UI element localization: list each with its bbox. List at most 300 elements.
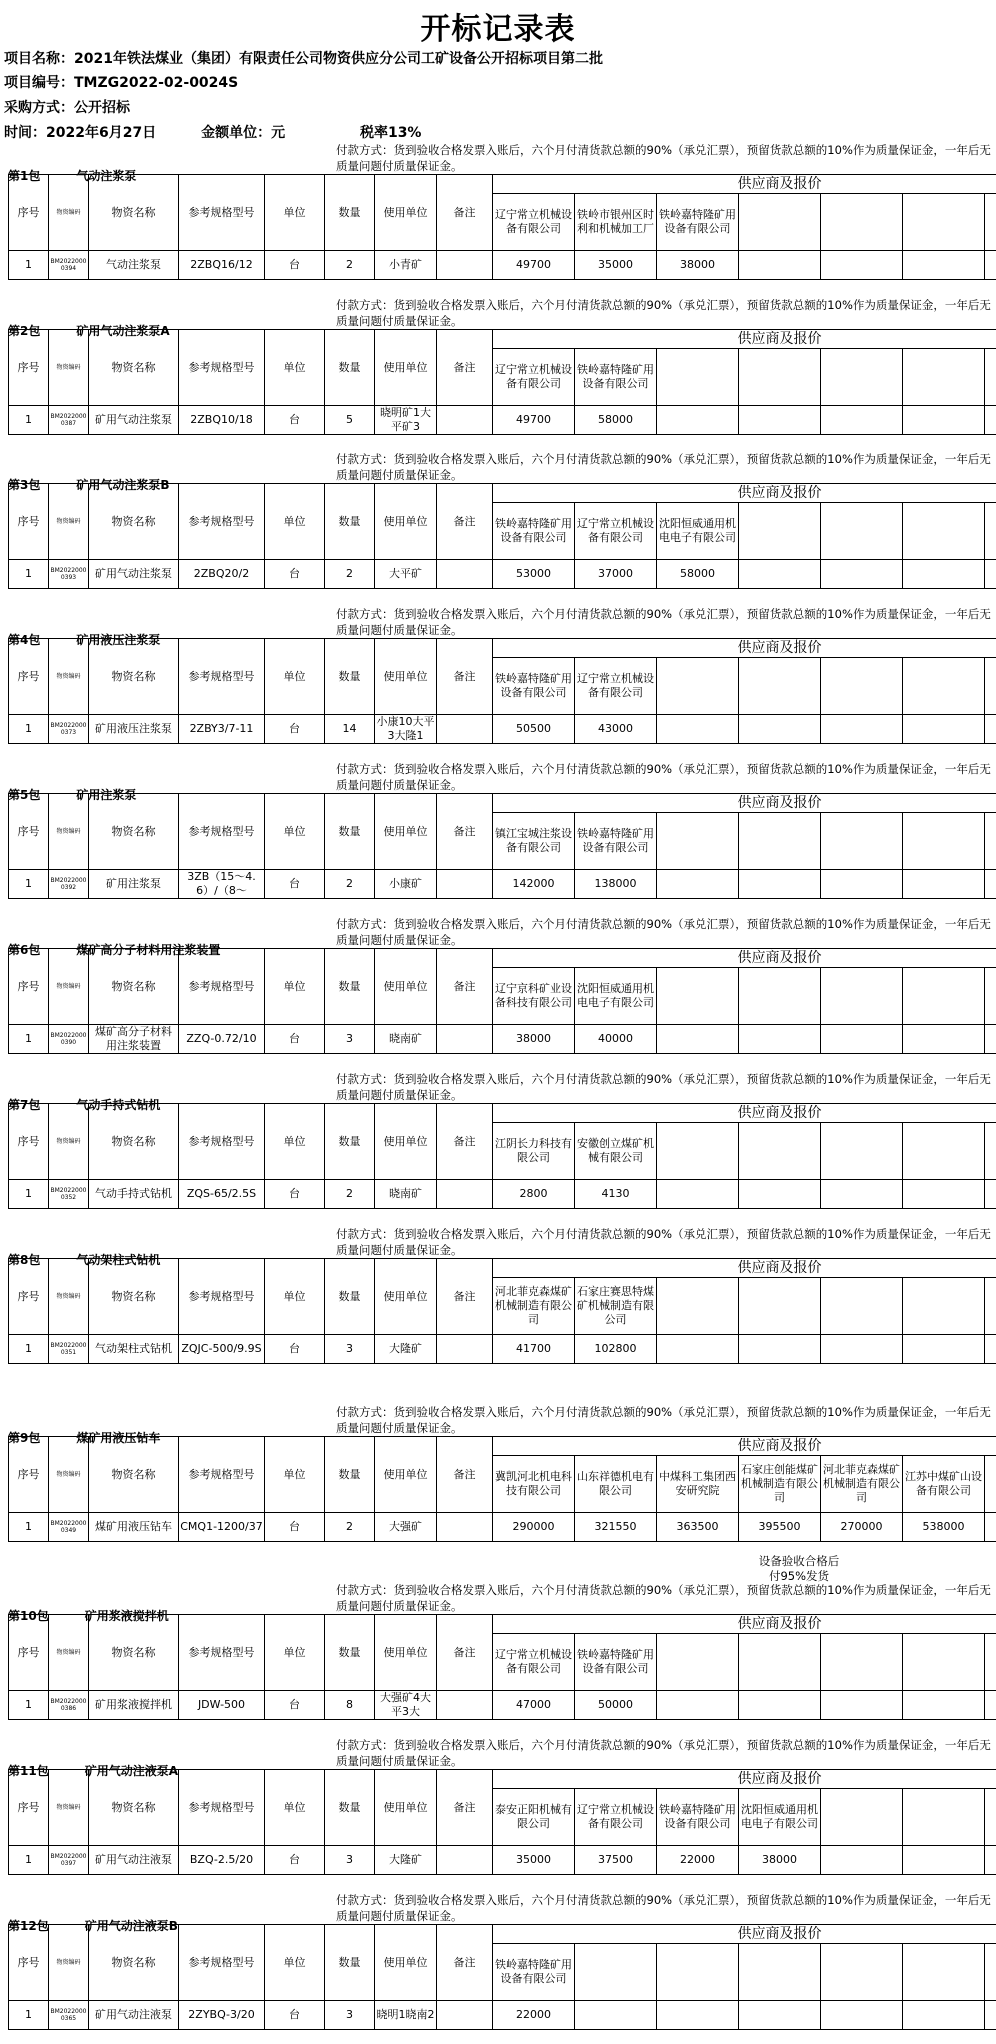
package-table (8, 638, 996, 744)
col-header-user: 使用单位 (375, 949, 437, 1025)
supplier-name: 沈阳恒威通用机电电子有限公司 (575, 968, 657, 1025)
supplier-name: 辽宁常立机械设备有限公司 (493, 349, 575, 406)
supplier-name (821, 1634, 903, 1691)
supplier-name (985, 658, 996, 715)
supplier-name (903, 1634, 985, 1691)
supplier-name: 辽宁京科矿业设备科技有限公司 (493, 968, 575, 1025)
col-header-spec: 参考规格型号 (179, 639, 265, 715)
supplier-name (739, 1634, 821, 1691)
item-user: 大平矿 (375, 560, 437, 589)
supplier-name (985, 813, 996, 870)
supplier-price (739, 715, 821, 744)
supplier-price: 41700 (493, 1335, 575, 1364)
supplier-price (739, 1335, 821, 1364)
supplier-name: 石家庄赛思特煤矿机械制造有限公司 (575, 1278, 657, 1335)
col-header-name: 物资名称 (89, 639, 179, 715)
col-header-remark: 备注 (437, 949, 493, 1025)
supplier-price: 22000 (493, 2001, 575, 2030)
item-spec: BZQ-2.5/20 (179, 1846, 265, 1875)
package-block (8, 916, 996, 1066)
item-spec: CMQ1-1200/37 (179, 1513, 265, 1542)
package-table (8, 793, 996, 899)
item-unit: 台 (265, 715, 325, 744)
supplier-name (821, 968, 903, 1025)
supplier-price: 321550 (575, 1513, 657, 1542)
col-header-seq: 序号 (9, 484, 49, 560)
supplier-price (985, 1025, 996, 1054)
package-name: 矿用浆液搅拌机 (84, 1609, 169, 1623)
item-name: 矿用浆液搅拌机 (89, 1691, 179, 1720)
col-header-code: 物资编码 (49, 1437, 89, 1513)
col-header-user: 使用单位 (375, 484, 437, 560)
bid-time: 时间：2022年6月27日 (4, 125, 157, 141)
supplier-price (657, 870, 739, 899)
col-header-seq: 序号 (9, 1925, 49, 2001)
col-header-qty: 数量 (325, 1925, 375, 2001)
supplier-price (985, 2001, 996, 2030)
item-spec: JDW-500 (179, 1691, 265, 1720)
package-block (8, 1071, 996, 1221)
col-header-name: 物资名称 (89, 1437, 179, 1513)
item-remark (437, 870, 493, 899)
col-header-code: 物资编码 (49, 794, 89, 870)
col-header-qty: 数量 (325, 639, 375, 715)
payment-terms: 付款方式：货到验收合格发票入账后，六个月付清货款总额的90%（承兑汇票），预留货款总额的10%作为质量保证金，一年后无质量问题付质量保证金。 (336, 1893, 991, 1923)
col-header-unit: 单位 (265, 639, 325, 715)
col-header-name: 物资名称 (89, 1925, 179, 2001)
package-table (8, 1769, 996, 1875)
col-header-code: 物资编码 (49, 1104, 89, 1180)
supplier-price (657, 1335, 739, 1364)
col-header-remark: 备注 (437, 794, 493, 870)
package-label: 第11包 (8, 1764, 49, 1778)
package-block (8, 451, 996, 601)
supplier-name: 铁岭嘉特隆矿用设备有限公司 (575, 813, 657, 870)
item-qty: 2 (325, 251, 375, 280)
supplier-name: 沈阳恒威通用机电电子有限公司 (739, 1789, 821, 1846)
supplier-price: 58000 (657, 560, 739, 589)
supplier-name (739, 1123, 821, 1180)
col-header-remark: 备注 (437, 1104, 493, 1180)
table-header-row (9, 1925, 996, 1944)
item-code: BM20220000351 (49, 1335, 89, 1364)
supplier-price (985, 1335, 996, 1364)
supplier-name (985, 503, 996, 560)
supplier-price (985, 870, 996, 899)
supplier-name: 铁岭嘉特隆矿用设备有限公司 (493, 658, 575, 715)
payment-terms: 付款方式：货到验收合格发票入账后，六个月付清货款总额的90%（承兑汇票），预留货款总额的10%作为质量保证金，一年后无质量问题付质量保证金。 (336, 762, 991, 792)
item-user: 大强矿4大平3大 (375, 1691, 437, 1720)
supplier-price: 38000 (739, 1846, 821, 1875)
supplier-name (821, 349, 903, 406)
supplier-price (821, 251, 903, 280)
col-header-seq: 序号 (9, 949, 49, 1025)
item-spec: 2ZYBQ-3/20 (179, 2001, 265, 2030)
table-header-row (9, 1615, 996, 1634)
package-table (8, 483, 996, 589)
col-header-user: 使用单位 (375, 330, 437, 406)
col-header-unit: 单位 (265, 1437, 325, 1513)
col-header-unit: 单位 (265, 330, 325, 406)
supplier-price (657, 1691, 739, 1720)
col-header-remark: 备注 (437, 1770, 493, 1846)
item-qty: 2 (325, 1180, 375, 1209)
item-qty: 3 (325, 2001, 375, 2030)
item-seq: 1 (9, 1846, 49, 1875)
supplier-name (575, 1944, 657, 2001)
item-qty: 2 (325, 1513, 375, 1542)
package-table (8, 329, 996, 435)
table-header-row (9, 175, 996, 194)
item-user: 大强矿 (375, 1513, 437, 1542)
supplier-name (739, 813, 821, 870)
supplier-name (903, 968, 985, 1025)
suppliers-header: 供应商及报价 (493, 949, 996, 968)
supplier-price (657, 1025, 739, 1054)
suppliers-header: 供应商及报价 (493, 1259, 996, 1278)
col-header-remark: 备注 (437, 1925, 493, 2001)
supplier-price (821, 1691, 903, 1720)
supplier-price (903, 1180, 985, 1209)
col-header-remark: 备注 (437, 330, 493, 406)
suppliers-header: 供应商及报价 (493, 330, 996, 349)
item-name: 煤矿用液压钻车 (89, 1513, 179, 1542)
supplier-name (903, 658, 985, 715)
supplier-name (657, 1944, 739, 2001)
col-header-spec: 参考规格型号 (179, 330, 265, 406)
item-seq: 1 (9, 560, 49, 589)
package-name: 气动手持式钻机 (76, 1098, 161, 1112)
item-seq: 1 (9, 715, 49, 744)
col-header-unit: 单位 (265, 1104, 325, 1180)
item-seq: 1 (9, 406, 49, 435)
supplier-price (657, 2001, 739, 2030)
col-header-user: 使用单位 (375, 639, 437, 715)
col-header-code: 物资编码 (49, 1615, 89, 1691)
supplier-name: 铁岭市银州区时利和机械加工厂 (575, 194, 657, 251)
payment-terms: 付款方式：货到验收合格发票入账后，六个月付清货款总额的90%（承兑汇票），预留货款总额的10%作为质量保证金，一年后无质量问题付质量保证金。 (336, 298, 991, 328)
table-row (9, 1025, 996, 1054)
item-code: BM20220000349 (49, 1513, 89, 1542)
supplier-price (739, 406, 821, 435)
item-spec: ZQS-65/2.5S (179, 1180, 265, 1209)
item-code: BM20220000390 (49, 1025, 89, 1054)
package-block (8, 1582, 996, 1732)
payment-terms: 付款方式：货到验收合格发票入账后，六个月付清货款总额的90%（承兑汇票），预留货款总额的10%作为质量保证金，一年后无质量问题付质量保证金。 (336, 1405, 991, 1435)
tax-rate: 税率13% (359, 125, 422, 141)
supplier-name: 沈阳恒威通用机电电子有限公司 (657, 503, 739, 560)
col-header-remark: 备注 (437, 1615, 493, 1691)
col-header-remark: 备注 (437, 1437, 493, 1513)
supplier-name (985, 968, 996, 1025)
package-name: 矿用注浆泵 (76, 788, 137, 802)
supplier-price (903, 870, 985, 899)
item-user: 晓明1晓南2 (375, 2001, 437, 2030)
col-header-code: 物资编码 (49, 1259, 89, 1335)
col-header-user: 使用单位 (375, 175, 437, 251)
item-remark (437, 1513, 493, 1542)
supplier-name: 冀凯河北机电科技有限公司 (493, 1456, 575, 1513)
item-remark (437, 1180, 493, 1209)
table-row (9, 560, 996, 589)
package-name: 矿用气动注浆泵A (76, 324, 170, 338)
supplier-name: 江苏中煤矿山设备有限公司 (903, 1456, 985, 1513)
supplier-name: 辽宁常立机械设备有限公司 (575, 658, 657, 715)
supplier-price (985, 1180, 996, 1209)
package-note: 设备验收合格后付95%发货 (758, 1554, 840, 1583)
supplier-price (739, 1691, 821, 1720)
supplier-price: 50000 (575, 1691, 657, 1720)
col-header-user: 使用单位 (375, 1104, 437, 1180)
item-code: BM20220000397 (49, 1846, 89, 1875)
table-header-row (9, 639, 996, 658)
col-header-remark: 备注 (437, 484, 493, 560)
supplier-price (821, 1335, 903, 1364)
item-seq: 1 (9, 1335, 49, 1364)
item-code: BM20220000392 (49, 870, 89, 899)
item-seq: 1 (9, 2001, 49, 2030)
table-row (9, 1335, 996, 1364)
supplier-price (821, 1846, 903, 1875)
package-label: 第5包 (8, 788, 41, 802)
supplier-name (985, 1944, 996, 2001)
col-header-code: 物资编码 (49, 949, 89, 1025)
item-qty: 2 (325, 870, 375, 899)
supplier-price: 43000 (575, 715, 657, 744)
supplier-price: 37500 (575, 1846, 657, 1875)
col-header-seq: 序号 (9, 794, 49, 870)
supplier-price: 2800 (493, 1180, 575, 1209)
supplier-name: 铁岭嘉特隆矿用设备有限公司 (575, 1634, 657, 1691)
item-remark (437, 1691, 493, 1720)
package-table (8, 1614, 996, 1720)
col-header-user: 使用单位 (375, 794, 437, 870)
supplier-name: 江阴长力科技有限公司 (493, 1123, 575, 1180)
item-remark (437, 1846, 493, 1875)
suppliers-header: 供应商及报价 (493, 484, 996, 503)
item-code: BM20220000352 (49, 1180, 89, 1209)
payment-terms: 付款方式：货到验收合格发票入账后，六个月付清货款总额的90%（承兑汇票），预留货款总额的10%作为质量保证金，一年后无质量问题付质量保证金。 (336, 1072, 991, 1102)
supplier-price: 37000 (575, 560, 657, 589)
package-label: 第12包 (8, 1919, 49, 1933)
col-header-qty: 数量 (325, 1770, 375, 1846)
supplier-name (657, 1278, 739, 1335)
item-remark (437, 2001, 493, 2030)
table-header-row (9, 1770, 996, 1789)
supplier-price (903, 560, 985, 589)
package-table (8, 174, 996, 280)
col-header-unit: 单位 (265, 1259, 325, 1335)
item-spec: 3ZB（15～4.6）/（8～ (179, 870, 265, 899)
item-spec: 2ZBQ16/12 (179, 251, 265, 280)
payment-terms: 付款方式：货到验收合格发票入账后，六个月付清货款总额的90%（承兑汇票），预留货款总额的10%作为质量保证金，一年后无质量问题付质量保证金。 (336, 1227, 991, 1257)
package-block (8, 1892, 996, 2042)
supplier-name (739, 349, 821, 406)
col-header-name: 物资名称 (89, 175, 179, 251)
col-header-unit: 单位 (265, 1770, 325, 1846)
package-name: 矿用液压注浆泵 (76, 633, 161, 647)
supplier-price (657, 406, 739, 435)
supplier-name (903, 194, 985, 251)
payment-terms: 付款方式：货到验收合格发票入账后，六个月付清货款总额的90%（承兑汇票），预留货款总额的10%作为质量保证金，一年后无质量问题付质量保证金。 (336, 1583, 991, 1613)
supplier-name (985, 349, 996, 406)
item-qty: 3 (325, 1846, 375, 1875)
item-unit: 台 (265, 2001, 325, 2030)
item-user: 晓南矿 (375, 1025, 437, 1054)
package-name: 气动注浆泵 (76, 169, 137, 183)
supplier-name: 中煤科工集团西安研究院 (657, 1456, 739, 1513)
package-block (8, 761, 996, 911)
supplier-name (821, 1789, 903, 1846)
item-qty: 5 (325, 406, 375, 435)
supplier-name: 镇江宝城注浆设备有限公司 (493, 813, 575, 870)
package-table (8, 1103, 996, 1209)
item-seq: 1 (9, 1513, 49, 1542)
package-label: 第4包 (8, 633, 41, 647)
col-header-name: 物资名称 (89, 1259, 179, 1335)
supplier-name (657, 349, 739, 406)
table-row (9, 870, 996, 899)
col-header-code: 物资编码 (49, 1770, 89, 1846)
supplier-name: 铁岭嘉特隆矿用设备有限公司 (493, 1944, 575, 2001)
project-number: 项目编号：TMZG2022-02-0024S (4, 75, 239, 91)
col-header-code: 物资编码 (49, 484, 89, 560)
item-unit: 台 (265, 1691, 325, 1720)
supplier-name (903, 1278, 985, 1335)
supplier-name (657, 1123, 739, 1180)
package-name: 矿用气动注液泵B (84, 1919, 178, 1933)
package-block (8, 1404, 996, 1583)
item-user: 晓明矿1大平矿3 (375, 406, 437, 435)
item-user: 小青矿 (375, 251, 437, 280)
item-name: 气动手持式钻机 (89, 1180, 179, 1209)
supplier-name: 河北菲克森煤矿机械制造有限公司 (821, 1456, 903, 1513)
supplier-name (903, 1789, 985, 1846)
supplier-name: 铁岭嘉特隆矿用设备有限公司 (657, 194, 739, 251)
table-header-row (9, 1259, 996, 1278)
table-row (9, 1846, 996, 1875)
item-code: BM20220000387 (49, 406, 89, 435)
supplier-price (739, 2001, 821, 2030)
item-user: 大隆矿 (375, 1335, 437, 1364)
package-name: 煤矿用液压钻车 (76, 1431, 161, 1445)
supplier-price: 50500 (493, 715, 575, 744)
supplier-price (657, 1180, 739, 1209)
col-header-unit: 单位 (265, 1925, 325, 2001)
supplier-price (821, 870, 903, 899)
suppliers-header: 供应商及报价 (493, 1925, 996, 1944)
supplier-price (903, 1691, 985, 1720)
item-code: BM20220000386 (49, 1691, 89, 1720)
item-qty: 2 (325, 560, 375, 589)
item-spec: 2ZBQ10/18 (179, 406, 265, 435)
item-unit: 台 (265, 406, 325, 435)
payment-terms: 付款方式：货到验收合格发票入账后，六个月付清货款总额的90%（承兑汇票），预留货款总额的10%作为质量保证金，一年后无质量问题付质量保证金。 (336, 452, 991, 482)
col-header-seq: 序号 (9, 1770, 49, 1846)
supplier-price (903, 2001, 985, 2030)
item-name: 矿用注浆泵 (89, 870, 179, 899)
supplier-name: 河北菲克森煤矿机械制造有限公司 (493, 1278, 575, 1335)
col-header-seq: 序号 (9, 1437, 49, 1513)
table-header-row (9, 949, 996, 968)
item-seq: 1 (9, 870, 49, 899)
item-qty: 8 (325, 1691, 375, 1720)
item-seq: 1 (9, 251, 49, 280)
supplier-name (985, 1634, 996, 1691)
package-name: 煤矿高分子材料用注浆装置 (76, 943, 221, 957)
supplier-name (821, 503, 903, 560)
item-name: 矿用气动注液泵 (89, 1846, 179, 1875)
supplier-name: 安徽创立煤矿机械有限公司 (575, 1123, 657, 1180)
suppliers-header: 供应商及报价 (493, 1770, 996, 1789)
suppliers-header: 供应商及报价 (493, 175, 996, 194)
procurement-method: 采购方式：公开招标 (4, 100, 130, 116)
supplier-price: 138000 (575, 870, 657, 899)
col-header-seq: 序号 (9, 639, 49, 715)
supplier-price (739, 870, 821, 899)
package-label: 第3包 (8, 478, 41, 492)
supplier-price: 47000 (493, 1691, 575, 1720)
col-header-spec: 参考规格型号 (179, 949, 265, 1025)
col-header-spec: 参考规格型号 (179, 1259, 265, 1335)
col-header-unit: 单位 (265, 1615, 325, 1691)
supplier-price (985, 560, 996, 589)
supplier-name: 辽宁常立机械设备有限公司 (575, 503, 657, 560)
item-code: BM20220000393 (49, 560, 89, 589)
col-header-seq: 序号 (9, 175, 49, 251)
col-header-unit: 单位 (265, 484, 325, 560)
col-header-remark: 备注 (437, 175, 493, 251)
table-row (9, 406, 996, 435)
supplier-name: 铁岭嘉特隆矿用设备有限公司 (575, 349, 657, 406)
supplier-name (985, 1456, 996, 1513)
package-label: 第6包 (8, 943, 41, 957)
item-qty: 3 (325, 1025, 375, 1054)
item-user: 大隆矿 (375, 1846, 437, 1875)
col-header-user: 使用单位 (375, 1770, 437, 1846)
item-unit: 台 (265, 1513, 325, 1542)
supplier-name: 泰安正阳机械有限公司 (493, 1789, 575, 1846)
col-header-spec: 参考规格型号 (179, 175, 265, 251)
item-unit: 台 (265, 560, 325, 589)
supplier-price: 49700 (493, 406, 575, 435)
supplier-price (821, 2001, 903, 2030)
item-qty: 3 (325, 1335, 375, 1364)
package-block (8, 1226, 996, 1376)
item-seq: 1 (9, 1025, 49, 1054)
package-label: 第8包 (8, 1253, 41, 1267)
col-header-unit: 单位 (265, 949, 325, 1025)
col-header-spec: 参考规格型号 (179, 1770, 265, 1846)
col-header-seq: 序号 (9, 1104, 49, 1180)
col-header-code: 物资编码 (49, 175, 89, 251)
supplier-name (821, 813, 903, 870)
supplier-name: 辽宁常立机械设备有限公司 (493, 1634, 575, 1691)
package-block (8, 142, 996, 292)
item-user: 小康矿 (375, 870, 437, 899)
package-name: 矿用气动注液泵A (84, 1764, 178, 1778)
supplier-name (657, 1634, 739, 1691)
package-label: 第9包 (8, 1431, 41, 1445)
item-code: BM20220000394 (49, 251, 89, 280)
payment-terms: 付款方式：货到验收合格发票入账后，六个月付清货款总额的90%（承兑汇票），预留货款总额的10%作为质量保证金，一年后无质量问题付质量保证金。 (336, 607, 991, 637)
item-seq: 1 (9, 1691, 49, 1720)
supplier-price (903, 1846, 985, 1875)
package-table (8, 1258, 996, 1364)
supplier-price (985, 1691, 996, 1720)
col-header-qty: 数量 (325, 1104, 375, 1180)
col-header-spec: 参考规格型号 (179, 1615, 265, 1691)
